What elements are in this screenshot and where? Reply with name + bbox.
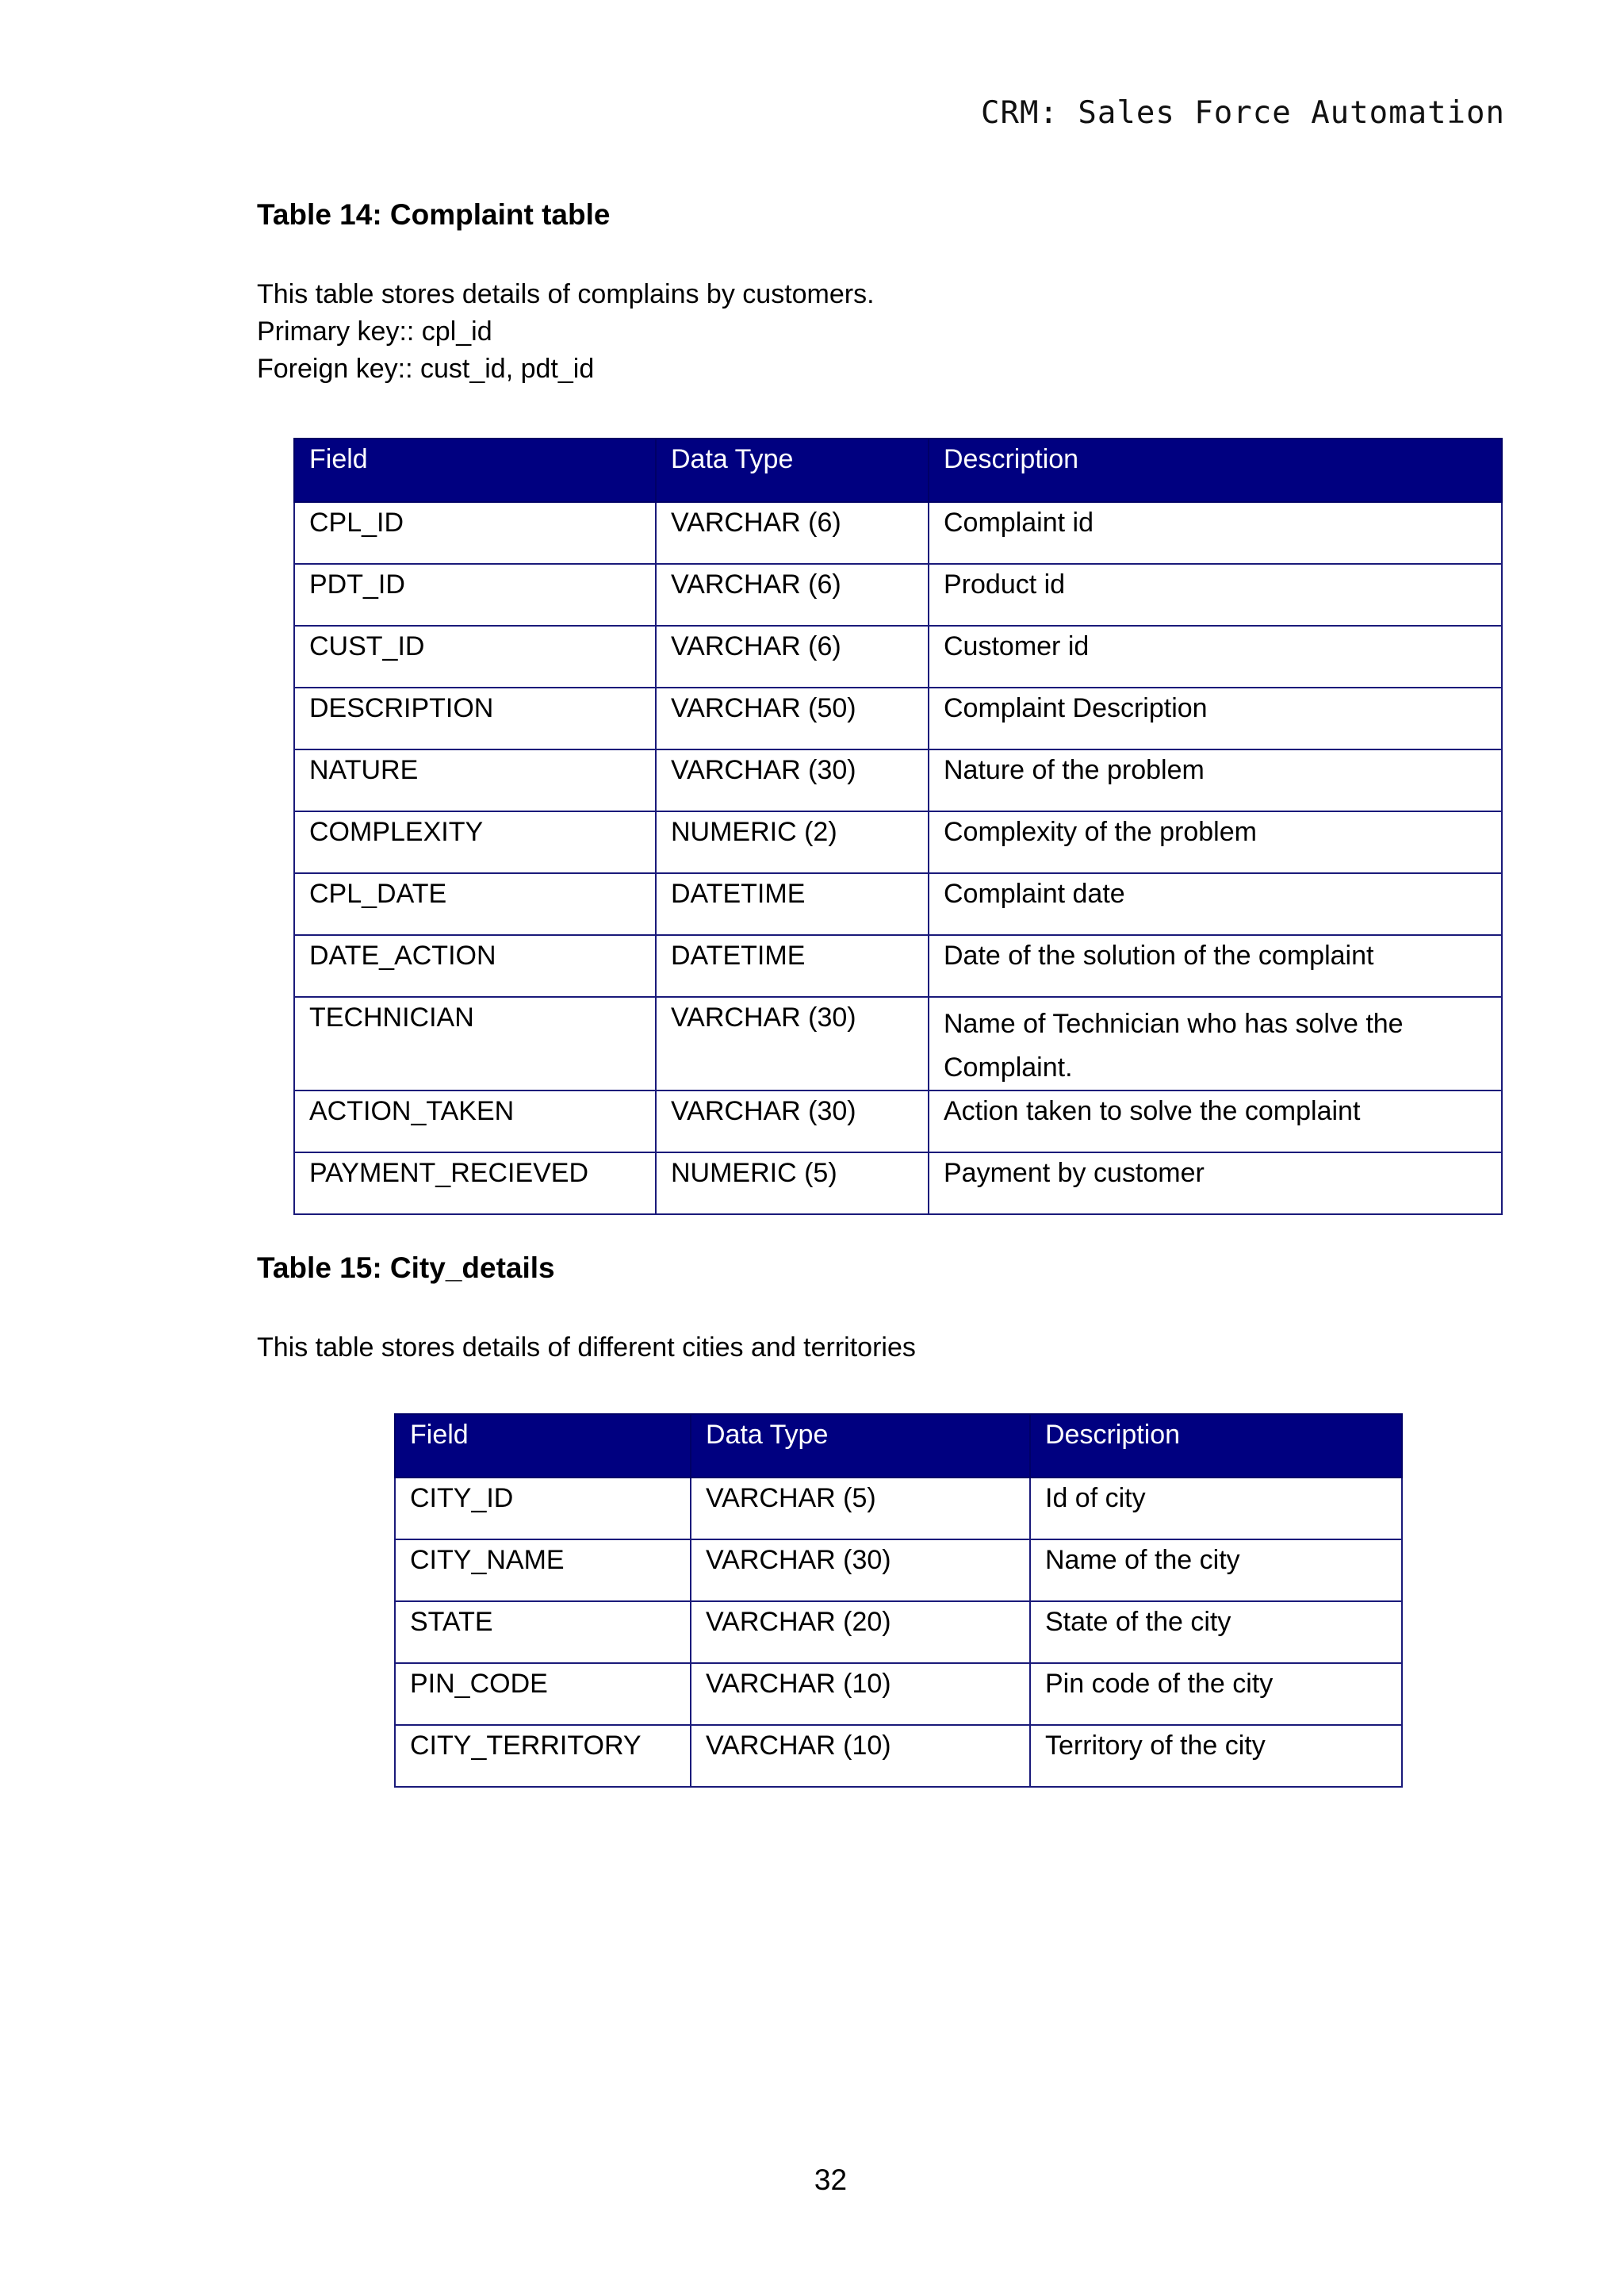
data-type-cell: VARCHAR (6) bbox=[656, 626, 929, 688]
field-cell: CITY_NAME bbox=[395, 1539, 691, 1601]
data-type-cell: VARCHAR (50) bbox=[656, 688, 929, 749]
table-row bbox=[294, 688, 1502, 749]
description-cell: Nature of the problem bbox=[929, 749, 1502, 811]
running-header: CRM: Sales Force Automation bbox=[981, 95, 1505, 131]
table15-title: Table 15: City_details bbox=[257, 1251, 555, 1284]
description-cell: Id of city bbox=[1030, 1478, 1402, 1539]
table-row bbox=[395, 1539, 1402, 1601]
column-header-field: Field bbox=[294, 439, 656, 502]
data-type-cell: VARCHAR (30) bbox=[691, 1539, 1030, 1601]
field-cell: ACTION_TAKEN bbox=[294, 1091, 656, 1152]
table-row bbox=[294, 502, 1502, 564]
table-row bbox=[294, 997, 1502, 1091]
description-cell: Name of Technician who has solve the Complaint. bbox=[929, 997, 1502, 1091]
data-type-cell: VARCHAR (10) bbox=[691, 1725, 1030, 1787]
field-cell: CITY_TERRITORY bbox=[395, 1725, 691, 1787]
data-type-cell: VARCHAR (10) bbox=[691, 1663, 1030, 1725]
field-cell: CPL_DATE bbox=[294, 873, 656, 935]
data-type-cell: NUMERIC (5) bbox=[656, 1152, 929, 1214]
table14-title: Table 14: Complaint table bbox=[257, 198, 611, 231]
description-cell: Complaint id bbox=[929, 502, 1502, 564]
table-row bbox=[294, 626, 1502, 688]
table-row bbox=[395, 1601, 1402, 1663]
data-type-cell: VARCHAR (6) bbox=[656, 502, 929, 564]
field-cell: STATE bbox=[395, 1601, 691, 1663]
column-header-description: Description bbox=[929, 439, 1502, 502]
field-cell: PAYMENT_RECIEVED bbox=[294, 1152, 656, 1214]
field-cell: TECHNICIAN bbox=[294, 997, 656, 1091]
data-type-cell: VARCHAR (30) bbox=[656, 749, 929, 811]
table-row bbox=[294, 564, 1502, 626]
complaint-table bbox=[293, 438, 1503, 1215]
field-cell: COMPLEXITY bbox=[294, 811, 656, 873]
description-cell: Action taken to solve the complaint bbox=[929, 1091, 1502, 1152]
description-cell: Date of the solution of the complaint bbox=[929, 935, 1502, 997]
description-cell: Product id bbox=[929, 564, 1502, 626]
data-type-cell: VARCHAR (30) bbox=[656, 1091, 929, 1152]
complaint-table-header-row bbox=[294, 439, 1502, 502]
table-row bbox=[395, 1663, 1402, 1725]
data-type-cell: VARCHAR (6) bbox=[656, 564, 929, 626]
table15-description: This table stores details of different cities and territories bbox=[257, 1332, 916, 1363]
table-row bbox=[294, 749, 1502, 811]
table-row bbox=[294, 1152, 1502, 1214]
data-type-cell: VARCHAR (20) bbox=[691, 1601, 1030, 1663]
table14-description: This table stores details of complains by customers. bbox=[257, 279, 875, 309]
table14-heading-block bbox=[257, 198, 610, 232]
table15-heading-block bbox=[257, 1251, 555, 1285]
column-header-data-type: Data Type bbox=[691, 1414, 1030, 1478]
column-header-description: Description bbox=[1030, 1414, 1402, 1478]
city-details-table bbox=[394, 1413, 1403, 1788]
data-type-cell: NUMERIC (2) bbox=[656, 811, 929, 873]
table15-description-block bbox=[257, 1329, 916, 1366]
table14-foreign-key: Foreign key:: cust_id, pdt_id bbox=[257, 354, 595, 384]
description-cell: Name of the city bbox=[1030, 1539, 1402, 1601]
column-header-data-type: Data Type bbox=[656, 439, 929, 502]
column-header-field: Field bbox=[395, 1414, 691, 1478]
data-type-cell: DATETIME bbox=[656, 935, 929, 997]
description-cell: Customer id bbox=[929, 626, 1502, 688]
field-cell: PIN_CODE bbox=[395, 1663, 691, 1725]
description-cell: Territory of the city bbox=[1030, 1725, 1402, 1787]
description-cell: Complaint Description bbox=[929, 688, 1502, 749]
field-cell: CITY_ID bbox=[395, 1478, 691, 1539]
description-cell: Complaint date bbox=[929, 873, 1502, 935]
table14-description-block bbox=[257, 276, 875, 388]
table-row bbox=[294, 1091, 1502, 1152]
field-cell: CPL_ID bbox=[294, 502, 656, 564]
city-details-table-header-row bbox=[395, 1414, 1402, 1478]
table-row bbox=[294, 811, 1502, 873]
description-cell: State of the city bbox=[1030, 1601, 1402, 1663]
page-number: 32 bbox=[814, 2164, 848, 2196]
description-cell: Complexity of the problem bbox=[929, 811, 1502, 873]
field-cell: DESCRIPTION bbox=[294, 688, 656, 749]
field-cell: CUST_ID bbox=[294, 626, 656, 688]
description-cell: Pin code of the city bbox=[1030, 1663, 1402, 1725]
table-row bbox=[294, 935, 1502, 997]
description-cell: Payment by customer bbox=[929, 1152, 1502, 1214]
data-type-cell: VARCHAR (30) bbox=[656, 997, 929, 1091]
table-row bbox=[395, 1725, 1402, 1787]
field-cell: NATURE bbox=[294, 749, 656, 811]
table-row bbox=[395, 1478, 1402, 1539]
field-cell: PDT_ID bbox=[294, 564, 656, 626]
table14-primary-key: Primary key:: cpl_id bbox=[257, 316, 492, 347]
table-row bbox=[294, 873, 1502, 935]
data-type-cell: VARCHAR (5) bbox=[691, 1478, 1030, 1539]
field-cell: DATE_ACTION bbox=[294, 935, 656, 997]
data-type-cell: DATETIME bbox=[656, 873, 929, 935]
